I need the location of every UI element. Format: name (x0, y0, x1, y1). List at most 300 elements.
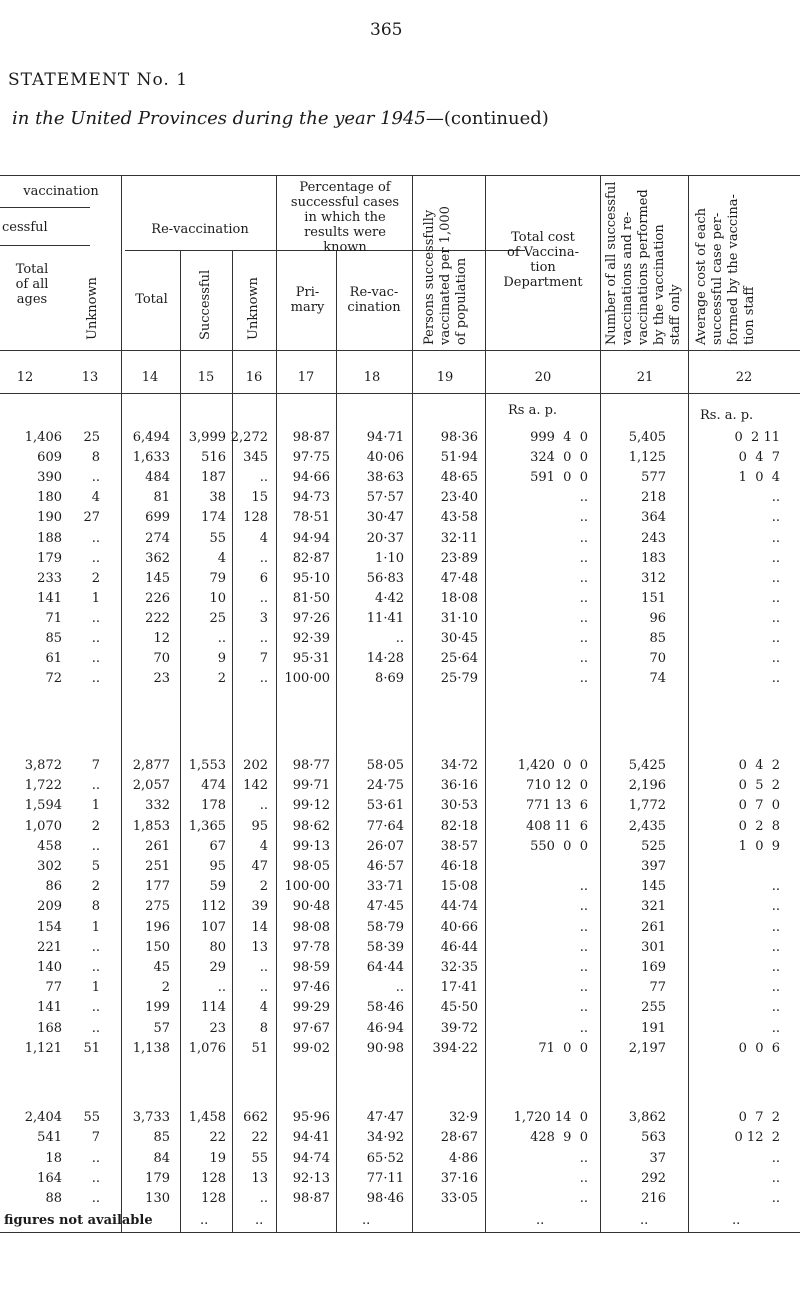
cell-avg-cost: 0 7 0 (738, 798, 780, 814)
footer-dots: .. (362, 1213, 371, 1228)
cell-per-1000: 25·64 (440, 651, 478, 667)
cell-rv-total: 222 (145, 610, 170, 626)
header-total-line: Total (15, 262, 49, 277)
cell-cost: .. (579, 1000, 588, 1016)
cell-pct-revac: 98·46 (366, 1191, 404, 1207)
cell-per-1000: 394·22 (432, 1040, 478, 1056)
cell-rv-unknown: .. (259, 590, 268, 606)
cell-rv-successful: 38 (209, 490, 226, 506)
cell-rv-unknown: 13 (251, 1170, 268, 1186)
cell-pct-primary: 95·31 (292, 651, 330, 667)
cell-cost: .. (579, 919, 588, 935)
cell-pct-primary: 94·66 (292, 470, 330, 486)
cell-total: 190 (37, 510, 62, 526)
cell-rv-unknown: 4 (259, 838, 268, 854)
cell-staff-successful: 312 (641, 570, 666, 586)
cell-pct-revac: 1·10 (375, 550, 404, 566)
cell-rv-total: 484 (145, 470, 170, 486)
cell-unknown: 7 (91, 758, 100, 773)
cell-rv-successful: 112 (201, 899, 226, 915)
cell-avg-cost: 0 5 2 (738, 778, 780, 794)
cell-pct-primary: 95·96 (292, 1110, 330, 1125)
cell-rv-successful: 80 (209, 939, 226, 955)
cell-per-1000: 51·94 (440, 450, 478, 466)
cell-rv-unknown: 7 (259, 651, 268, 667)
cell-per-1000: 32·9 (449, 1110, 478, 1125)
cell-rv-successful: 114 (201, 1000, 226, 1016)
cell-rv-total: 6,494 (132, 430, 170, 445)
cell-unknown: 8 (91, 899, 100, 915)
cell-staff-successful: 1,772 (628, 798, 666, 814)
footer-dots: .. (732, 1213, 741, 1228)
cell-rv-total: 70 (153, 651, 170, 667)
cell-rv-total: 23 (153, 671, 170, 687)
cell-avg-cost: .. (771, 631, 780, 646)
cell-cost: .. (579, 590, 588, 606)
cell-pct-primary: 98·87 (292, 430, 330, 445)
cell-per-1000: 4·86 (449, 1150, 478, 1166)
cell-pct-primary: 98·05 (292, 859, 330, 874)
cell-total: 141 (37, 1000, 62, 1016)
cell-pct-revac: 77·64 (366, 818, 404, 834)
cell-pct-primary: 97·26 (292, 610, 330, 626)
cell-rv-successful: 178 (201, 798, 226, 814)
cell-cost: .. (579, 980, 588, 996)
header-percentage (280, 180, 410, 255)
cell-avg-cost: .. (771, 1020, 780, 1036)
header-successful: Successful (198, 269, 213, 340)
cell-rv-unknown: 202 (243, 758, 268, 773)
header-number-successful (604, 182, 684, 345)
cell-staff-successful: 301 (641, 939, 666, 955)
column-number: 22 (735, 370, 753, 385)
cell-total: 180 (37, 490, 62, 506)
header-percentage-line: known (323, 240, 367, 255)
cell-avg-cost: 0 2 8 (738, 818, 780, 834)
header-persons-line: of population (454, 257, 469, 345)
header-number-line: vaccinations performed (636, 189, 651, 345)
cell-pct-primary: 92·13 (292, 1170, 330, 1186)
cell-total: 77 (45, 980, 62, 996)
cell-avg-cost: .. (771, 1191, 780, 1207)
cell-pct-primary: 99·02 (292, 1040, 330, 1056)
cell-unknown: .. (91, 1020, 100, 1036)
cell-pct-revac: 33·71 (366, 879, 404, 895)
cell-pct-revac: 11·41 (366, 610, 404, 626)
cell-staff-successful: 525 (641, 838, 666, 854)
cell-unknown: .. (91, 1000, 100, 1016)
cell-cost: .. (579, 631, 588, 646)
cell-total: 2,404 (24, 1110, 62, 1125)
cell-rv-total: 261 (145, 838, 170, 854)
cell-pct-revac: 53·61 (366, 798, 404, 814)
header-revac-line: Re-vac- (349, 285, 399, 300)
cell-staff-successful: 70 (649, 651, 666, 667)
header-bottom-rule (0, 350, 800, 351)
cell-per-1000: 40·66 (440, 919, 478, 935)
header-total-line: of all (15, 277, 49, 292)
cell-avg-cost: 0 4 7 (738, 450, 780, 466)
cell-per-1000: 23·40 (440, 490, 478, 506)
cell-unknown: .. (91, 960, 100, 975)
column-number: 12 (16, 370, 34, 385)
cell-cost: .. (579, 671, 588, 687)
cell-avg-cost: .. (771, 590, 780, 606)
cell-per-1000: 23·89 (440, 550, 478, 566)
cell-total: 188 (37, 530, 62, 546)
cell-staff-successful: 2,435 (628, 818, 666, 834)
currency-label-average: Rs. a. p. (700, 408, 754, 423)
cell-per-1000: 37·16 (440, 1170, 478, 1186)
cell-rv-successful: 2 (217, 671, 226, 687)
cell-rv-successful: 1,365 (188, 818, 226, 834)
cell-staff-successful: 218 (641, 490, 666, 506)
cell-rv-unknown: 39 (251, 899, 268, 915)
cell-cost: 1,720 14 0 (513, 1110, 588, 1125)
cell-avg-cost: .. (771, 671, 780, 687)
cell-cost: .. (579, 1150, 588, 1166)
cell-unknown: 7 (91, 1130, 100, 1146)
currency-label-cost: Rs a. p. (508, 403, 558, 418)
cell-rv-unknown: 2,272 (230, 430, 268, 445)
cell-per-1000: 46·44 (440, 939, 478, 955)
cell-rv-total: 332 (145, 798, 170, 814)
cell-staff-successful: 5,405 (628, 430, 666, 445)
cell-rv-unknown: .. (259, 960, 268, 975)
cell-staff-successful: 169 (641, 960, 666, 975)
cell-rv-unknown: 4 (259, 1000, 268, 1016)
cell-total: 1,406 (24, 430, 62, 445)
cell-rv-successful: 4 (217, 550, 226, 566)
header-number-line: vaccinations and re- (620, 211, 635, 345)
cell-staff-successful: 3,862 (628, 1110, 666, 1125)
cell-per-1000: 43·58 (440, 510, 478, 526)
cell-rv-total: 1,853 (132, 818, 170, 834)
cell-rv-successful: 187 (201, 470, 226, 486)
cell-staff-successful: 563 (641, 1130, 666, 1146)
cell-pct-revac: 34·92 (366, 1130, 404, 1146)
col-divider (336, 250, 337, 1232)
cell-pct-primary: 97·67 (292, 1020, 330, 1036)
cell-total: 141 (37, 590, 62, 606)
cell-rv-successful: 128 (201, 1170, 226, 1186)
cell-rv-successful: 23 (209, 1020, 226, 1036)
cell-rv-successful: .. (217, 631, 226, 646)
cell-unknown: 4 (91, 490, 100, 506)
cell-rv-successful: .. (217, 980, 226, 996)
cell-pct-revac: 58·79 (366, 919, 404, 935)
cell-rv-unknown: .. (259, 550, 268, 566)
cell-total: 233 (37, 570, 62, 586)
cell-pct-primary: 99·71 (292, 778, 330, 794)
cell-avg-cost: .. (771, 570, 780, 586)
cell-cost: .. (579, 610, 588, 626)
cell-total: 88 (45, 1191, 62, 1207)
statement-subtitle (12, 108, 549, 129)
cell-rv-unknown: 128 (243, 510, 268, 526)
cell-staff-successful: 74 (649, 671, 666, 687)
header-cost-line: tion (530, 260, 556, 275)
column-number: 21 (636, 370, 654, 385)
cell-per-1000: 25·79 (440, 671, 478, 687)
cell-pct-revac: 14·28 (366, 651, 404, 667)
header-unknown-1: Unknown (85, 277, 100, 340)
cell-rv-total: 2 (161, 980, 170, 996)
footer-dots: .. (255, 1213, 264, 1228)
cell-cost: 408 11 6 (525, 818, 588, 834)
cell-per-1000: 98·36 (440, 430, 478, 445)
cell-pct-primary: 98·59 (292, 960, 330, 975)
cell-pct-primary: 92·39 (292, 631, 330, 646)
cell-rv-unknown: 51 (251, 1040, 268, 1056)
cell-unknown: .. (91, 470, 100, 486)
cell-unknown: 1 (91, 590, 100, 606)
cell-rv-successful: 19 (209, 1150, 226, 1166)
cell-staff-successful: 216 (641, 1191, 666, 1207)
cell-total: 61 (45, 651, 62, 667)
cell-cost: .. (579, 510, 588, 526)
cell-rv-total: 196 (145, 919, 170, 935)
cell-avg-cost: .. (771, 960, 780, 975)
cell-pct-primary: 94·94 (292, 530, 330, 546)
cell-avg-cost: .. (771, 939, 780, 955)
column-number: 15 (197, 370, 215, 385)
cell-pct-primary: 100·00 (284, 879, 330, 895)
cell-cost: 324 0 0 (530, 450, 588, 466)
cell-rv-unknown: 142 (243, 778, 268, 794)
header-number-line: staff only (668, 284, 683, 345)
cell-rv-unknown: 8 (259, 1020, 268, 1036)
header-primary (280, 285, 335, 315)
cell-staff-successful: 397 (641, 859, 666, 874)
cell-staff-successful: 37 (649, 1150, 666, 1166)
header-average-line: tion staff (742, 286, 757, 345)
cell-rv-total: 251 (145, 859, 170, 874)
cell-unknown: .. (91, 671, 100, 687)
header-total-all-ages (2, 262, 62, 307)
cell-avg-cost: 0 12 2 (734, 1130, 780, 1146)
cell-pct-primary: 97·78 (292, 939, 330, 955)
header-cost-line: of Vaccina- (507, 245, 579, 260)
cell-total: 86 (45, 879, 62, 895)
header-total-line: ages (16, 292, 48, 307)
header-persons-line: Persons successfully (422, 209, 437, 345)
col-divider (412, 175, 413, 1232)
cell-rv-total: 45 (153, 960, 170, 975)
cell-per-1000: 44·74 (440, 899, 478, 915)
cell-unknown: .. (91, 778, 100, 794)
cell-avg-cost: 0 0 6 (738, 1040, 780, 1056)
cell-pct-revac: 30·47 (366, 510, 404, 526)
cell-total: 209 (37, 899, 62, 915)
cell-staff-successful: 261 (641, 919, 666, 935)
header-total-cost (488, 230, 598, 290)
header-total: Total (135, 292, 168, 307)
cell-pct-primary: 82·87 (292, 550, 330, 566)
cell-avg-cost: .. (771, 550, 780, 566)
cell-cost: .. (579, 570, 588, 586)
cell-rv-successful: 10 (209, 590, 226, 606)
cell-rv-total: 199 (145, 1000, 170, 1016)
cell-staff-successful: 292 (641, 1170, 666, 1186)
cell-total: 168 (37, 1020, 62, 1036)
cell-rv-unknown: 3 (259, 610, 268, 626)
cell-per-1000: 17·41 (440, 980, 478, 996)
cell-rv-successful: 516 (201, 450, 226, 466)
cell-staff-successful: 2,197 (628, 1040, 666, 1056)
cell-per-1000: 15·08 (440, 879, 478, 895)
header-average-line: formed by the vaccina- (726, 194, 741, 345)
cell-pct-revac: 46·57 (366, 859, 404, 874)
cell-staff-successful: 364 (641, 510, 666, 526)
header-primary-line: mary (290, 300, 325, 315)
cell-rv-successful: 3,999 (188, 430, 226, 445)
cell-rv-unknown: .. (259, 980, 268, 996)
cell-rv-total: 699 (145, 510, 170, 526)
colnum-rule (0, 393, 800, 394)
header-average-cost (694, 194, 758, 345)
cell-rv-unknown: 15 (251, 490, 268, 506)
cell-rv-successful: 107 (201, 919, 226, 935)
cell-avg-cost: .. (771, 980, 780, 996)
cell-unknown: 2 (91, 818, 100, 834)
header-re-vaccination (338, 285, 410, 315)
cell-avg-cost: 1 0 9 (738, 838, 780, 854)
cell-cost: 999 4 0 (530, 430, 588, 445)
cell-rv-successful: 67 (209, 838, 226, 854)
cell-rv-total: 145 (145, 570, 170, 586)
cell-total: 179 (37, 550, 62, 566)
cell-staff-successful: 2,196 (628, 778, 666, 794)
cell-total: 71 (45, 610, 62, 626)
cell-rv-total: 84 (153, 1150, 170, 1166)
cell-rv-unknown: 95 (251, 818, 268, 834)
cell-pct-revac: 4·42 (375, 590, 404, 606)
cell-unknown: 1 (91, 798, 100, 814)
cell-cost: .. (579, 960, 588, 975)
cell-pct-revac: .. (395, 631, 404, 646)
cell-pct-revac: 94·71 (366, 430, 404, 445)
cell-cost: .. (579, 530, 588, 546)
cell-cost: 428 9 0 (530, 1130, 588, 1146)
header-cessful: cessful (2, 220, 48, 235)
cell-rv-successful: 9 (217, 651, 226, 667)
cell-rv-successful: 25 (209, 610, 226, 626)
cell-avg-cost: .. (771, 651, 780, 667)
cell-total: 609 (37, 450, 62, 466)
cell-pct-primary: 99·29 (292, 1000, 330, 1016)
cell-unknown: 1 (91, 980, 100, 996)
cell-unknown: 1 (91, 919, 100, 935)
cell-rv-successful: 95 (209, 859, 226, 874)
header-percentage-line: Percentage of (299, 180, 391, 195)
cell-cost: .. (579, 899, 588, 915)
cell-rv-total: 57 (153, 1020, 170, 1036)
header-percentage-line: successful cases (290, 195, 400, 210)
cell-pct-revac: 47·47 (366, 1110, 404, 1125)
cell-per-1000: 46·18 (440, 859, 478, 874)
cell-cost: .. (579, 939, 588, 955)
header-percentage-line: in which the (304, 210, 386, 225)
cell-staff-successful: 96 (649, 610, 666, 626)
cell-per-1000: 48·65 (440, 470, 478, 486)
cell-rv-unknown: .. (259, 631, 268, 646)
cell-avg-cost: .. (771, 919, 780, 935)
cell-total: 1,121 (24, 1040, 62, 1056)
vacc-rule (0, 207, 90, 208)
column-number: 17 (297, 370, 315, 385)
cell-pct-revac: 57·57 (366, 490, 404, 506)
cell-rv-successful: 59 (209, 879, 226, 895)
cell-staff-successful: 85 (649, 631, 666, 646)
header-average-line: successful case per- (710, 212, 725, 345)
header-vaccination: vaccination (23, 184, 99, 199)
cell-avg-cost: .. (771, 610, 780, 626)
footer-dots: .. (640, 1213, 649, 1228)
cell-unknown: 27 (83, 510, 100, 526)
cell-rv-unknown: 345 (243, 450, 268, 466)
cell-rv-unknown: 55 (251, 1150, 268, 1166)
cell-rv-successful: 79 (209, 570, 226, 586)
cell-pct-primary: 98·87 (292, 1191, 330, 1207)
cell-rv-total: 179 (145, 1170, 170, 1186)
cell-rv-successful: 22 (209, 1130, 226, 1146)
cell-per-1000: 30·53 (440, 798, 478, 814)
col-divider (276, 175, 277, 1232)
cell-pct-revac: 46·94 (366, 1020, 404, 1036)
column-number: 16 (245, 370, 263, 385)
cell-unknown: .. (91, 1170, 100, 1186)
cell-rv-unknown: 6 (259, 570, 268, 586)
cell-unknown: 25 (83, 430, 100, 445)
cell-total: 1,594 (24, 798, 62, 814)
column-number: 19 (436, 370, 454, 385)
cell-staff-successful: 151 (641, 590, 666, 606)
cell-avg-cost: .. (771, 510, 780, 526)
cell-rv-unknown: 22 (251, 1130, 268, 1146)
cell-cost: .. (579, 1191, 588, 1207)
cell-rv-unknown: .. (259, 798, 268, 814)
cell-unknown: 51 (83, 1040, 100, 1056)
header-cost-line: Total cost (511, 230, 575, 245)
cell-pct-revac: 64·44 (366, 960, 404, 975)
cell-pct-primary: 99·13 (292, 838, 330, 854)
cell-pct-revac: 24·75 (366, 778, 404, 794)
footer-dots: .. (200, 1213, 209, 1228)
cell-unknown: .. (91, 610, 100, 626)
cell-rv-total: 1,633 (132, 450, 170, 466)
cell-per-1000: 32·35 (440, 960, 478, 975)
cell-total: 458 (37, 838, 62, 854)
cell-pct-primary: 98·62 (292, 818, 330, 834)
cell-per-1000: 18·08 (440, 590, 478, 606)
cell-pct-primary: 81·50 (292, 590, 330, 606)
cell-unknown: .. (91, 1191, 100, 1207)
header-revac-line: cination (347, 300, 401, 315)
cell-rv-total: 2,057 (132, 778, 170, 794)
cell-avg-cost: .. (771, 1170, 780, 1186)
cell-pct-primary: 100·00 (284, 671, 330, 687)
cell-rv-total: 275 (145, 899, 170, 915)
cell-unknown: .. (91, 838, 100, 854)
cell-pct-primary: 90·48 (292, 899, 330, 915)
footer-dots: .. (536, 1213, 545, 1228)
cell-pct-primary: 98·08 (292, 919, 330, 935)
cell-per-1000: 36·16 (440, 778, 478, 794)
cell-total: 1,722 (24, 778, 62, 794)
cell-pct-primary: 94·73 (292, 490, 330, 506)
cell-total: 541 (37, 1130, 62, 1146)
